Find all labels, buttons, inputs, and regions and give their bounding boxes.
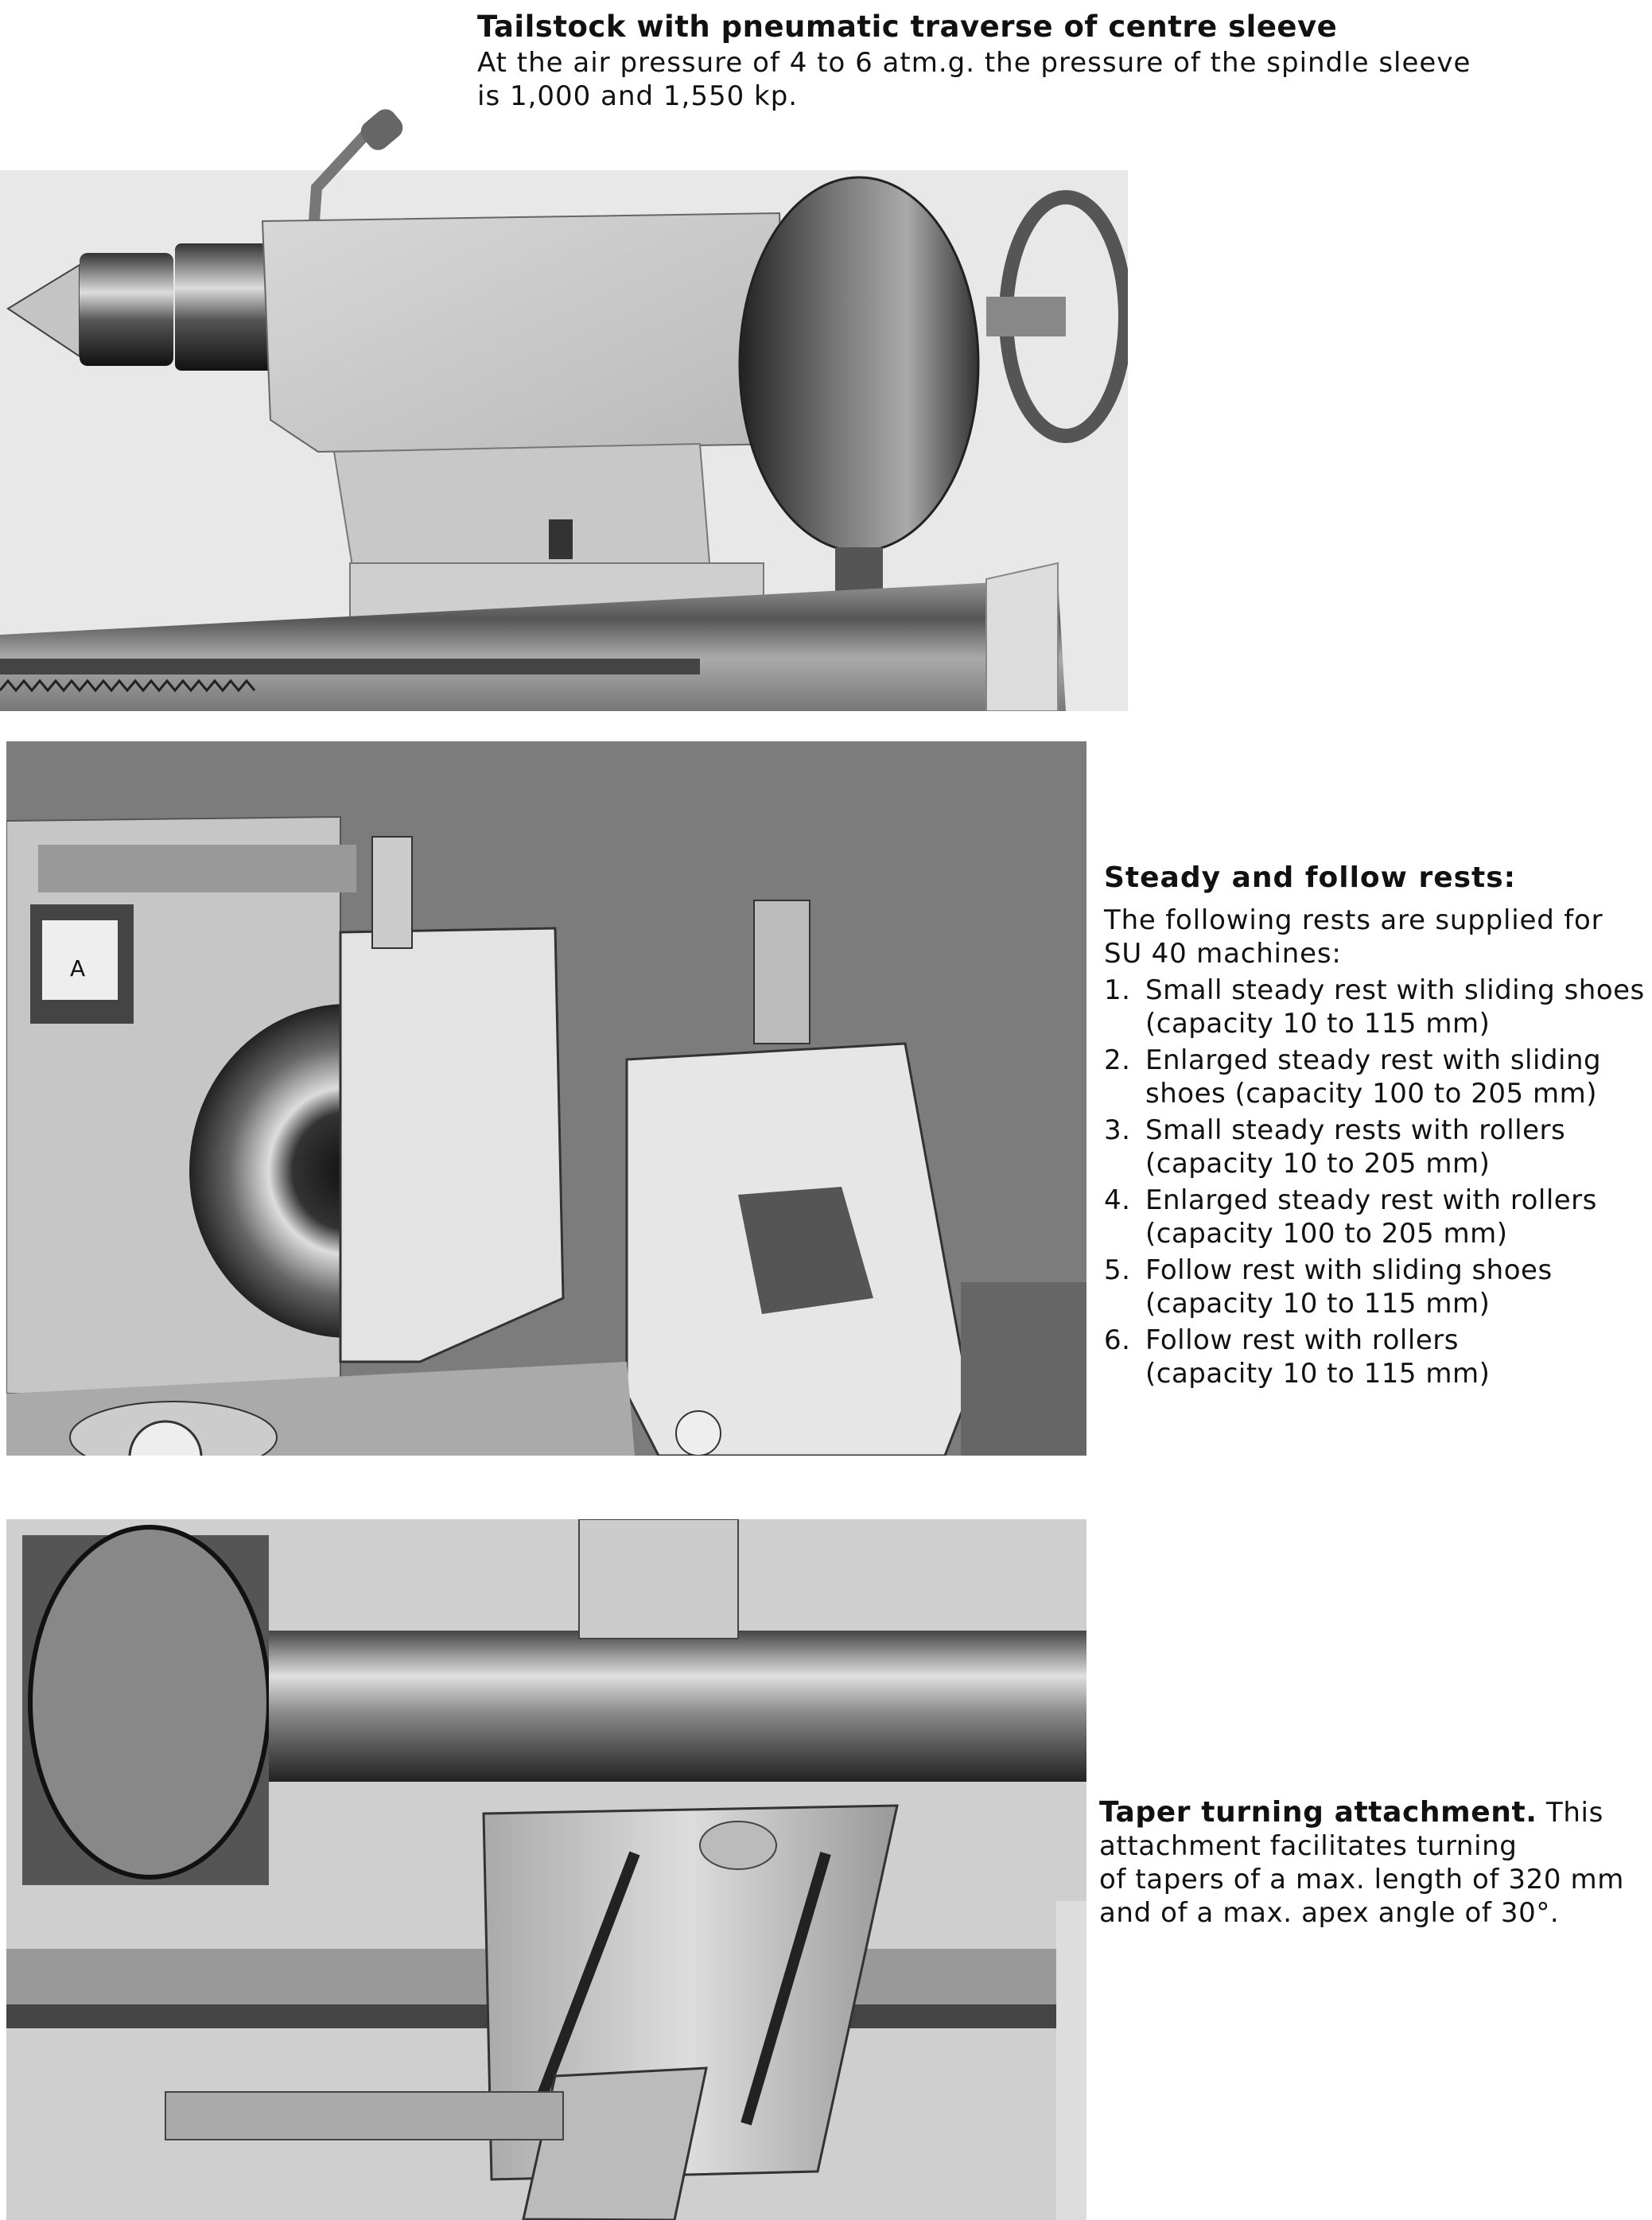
tailstock-caption bbox=[477, 8, 1511, 113]
item-line-2: (capacity 10 to 115 mm) bbox=[1145, 1008, 1491, 1040]
item-number: 1. bbox=[1104, 974, 1131, 1006]
item-number: 5. bbox=[1104, 1254, 1131, 1286]
item-line-1: Small steady rests with rollers bbox=[1145, 1114, 1566, 1146]
tailstock-heading: Tailstock with pneumatic traverse of centre sleeve bbox=[477, 10, 1338, 44]
item-line-1: Follow rest with sliding shoes bbox=[1145, 1254, 1553, 1286]
taper-attachment-photo bbox=[6, 1519, 1086, 2220]
rests-heading: Steady and follow rests: bbox=[1104, 861, 1517, 894]
item-line-1: Small steady rest with sliding shoes bbox=[1145, 974, 1645, 1006]
item-line-1: Enlarged steady rest with rollers bbox=[1145, 1184, 1597, 1216]
tailstock-body-line-2: is 1,000 and 1,550 kp. bbox=[477, 80, 799, 112]
taper-body-line-1: attachment facilitates turning bbox=[1099, 1830, 1518, 1862]
item-number: 4. bbox=[1104, 1184, 1131, 1216]
item-line-1: Follow rest with rollers bbox=[1145, 1324, 1459, 1356]
taper-heading-tail: This bbox=[1537, 1797, 1603, 1829]
rests-intro-line-1: The following rests are supplied for bbox=[1104, 904, 1603, 936]
rests-list bbox=[1104, 974, 1652, 1390]
ammeter-label: A bbox=[70, 955, 86, 982]
tailstock-photo bbox=[0, 102, 1128, 711]
taper-body-line-2: of tapers of a max. length of 320 mm bbox=[1099, 1864, 1624, 1895]
tailstock-body-line-1: At the air pressure of 4 to 6 atm.g. the pressure of the spindle sleeve bbox=[477, 47, 1471, 79]
rests-list-item bbox=[1104, 1114, 1652, 1180]
item-line-1: Enlarged steady rest with sliding bbox=[1145, 1044, 1602, 1076]
rests-list-item bbox=[1104, 1254, 1652, 1320]
item-line-2: (capacity 10 to 115 mm) bbox=[1145, 1358, 1491, 1390]
taper-heading: Taper turning attachment. bbox=[1099, 1796, 1537, 1829]
item-line-2: (capacity 10 to 115 mm) bbox=[1145, 1288, 1491, 1320]
rests-list-item bbox=[1104, 974, 1652, 1040]
item-line-2: (capacity 10 to 205 mm) bbox=[1145, 1148, 1491, 1180]
taper-body-line-3: and of a max. apex angle of 30°. bbox=[1099, 1897, 1560, 1929]
item-number: 6. bbox=[1104, 1324, 1131, 1356]
rests-caption bbox=[1104, 859, 1652, 1394]
item-line-2: (capacity 100 to 205 mm) bbox=[1145, 1218, 1508, 1250]
rests-list-item bbox=[1104, 1044, 1652, 1110]
rests-intro-line-2: SU 40 machines: bbox=[1104, 938, 1342, 970]
item-number: 3. bbox=[1104, 1114, 1131, 1146]
rests-list-item bbox=[1104, 1324, 1652, 1390]
steady-rests-photo bbox=[6, 741, 1086, 1456]
rests-list-item bbox=[1104, 1184, 1652, 1250]
taper-caption bbox=[1099, 1796, 1652, 1930]
item-number: 2. bbox=[1104, 1044, 1131, 1076]
item-line-2: shoes (capacity 100 to 205 mm) bbox=[1145, 1078, 1597, 1110]
